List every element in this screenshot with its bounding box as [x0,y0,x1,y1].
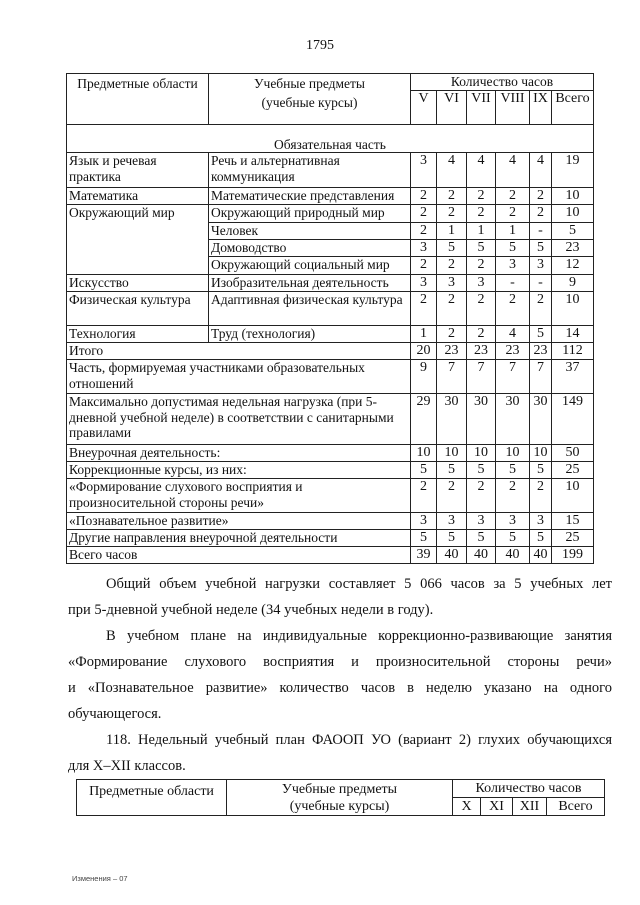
hours-cell: 5 [411,530,437,547]
hours-cell: 5 [467,462,496,479]
hours-cell: 2 [411,223,437,240]
t2-header-grade: XII [513,798,547,816]
hours-cell: 3 [496,513,530,530]
table-row [67,513,594,530]
table-row [67,223,594,240]
hours-cell: 10 [437,445,467,462]
hours-cell: 3 [411,275,437,292]
hours-cell: 5 [530,326,552,343]
header-subjects-line1: Учебные предметы [253,76,366,91]
hours-cell: 23 [467,343,496,360]
hours-cell: 7 [496,360,530,394]
hours-cell: 23 [530,343,552,360]
hours-cell: 5 [437,240,467,257]
summary-rows [67,343,594,564]
hours-cell: 2 [467,205,496,223]
hours-cell: 2 [437,188,467,205]
page-number: 1795 [306,38,334,53]
t2-header-grade: X [453,798,481,816]
hours-cell: 3 [467,513,496,530]
hours-cell: 3 [411,240,437,257]
hours-cell: 3 [496,257,530,275]
paragraph-line: для X–XII классов. [68,758,186,774]
hours-cell: 3 [411,153,437,188]
total-hours-cell: 9 [552,275,594,292]
hours-cell: 2 [496,205,530,223]
table-row [67,292,594,326]
hours-cell: 10 [530,445,552,462]
hours-cell: 2 [411,479,437,513]
hours-cell: 2 [437,292,467,326]
hours-cell: 1 [411,326,437,343]
total-hours-cell: 19 [552,153,594,188]
paragraph-line: и «Познавательное развитие» количество часов в неделю указано на одного [68,680,612,696]
hours-cell: 2 [437,257,467,275]
total-hours-cell: 25 [552,530,594,547]
subject-cell: Труд (технология) [209,326,411,343]
table-row [67,153,594,188]
total-hours-cell: 149 [552,394,594,445]
hours-cell: 23 [437,343,467,360]
paragraph-line: В учебном плане на индивидуальные коррекционно-развивающие занятия [106,628,612,644]
hours-cell: 4 [467,153,496,188]
table-row [67,205,594,223]
hours-cell: 1 [496,223,530,240]
header-subjects [209,74,411,125]
total-hours-cell: 50 [552,445,594,462]
hours-cell: 10 [411,445,437,462]
hours-cell: 10 [467,445,496,462]
subject-cell: Адаптивная физическая культура [209,292,411,326]
summary-label-cell: Максимально допустимая недельная нагрузка (при 5-дневной учебной неделе) в соответствии с санитарными правилами [67,394,411,445]
subject-cell: Окружающий природный мир [209,205,411,223]
total-hours-cell: 15 [552,513,594,530]
summary-label-cell: Внеурочная деятельность: [67,445,411,462]
curriculum-table-x-xii [76,779,605,816]
header-grade-total: Всего [552,91,594,125]
hours-cell: 7 [437,360,467,394]
subject-area-cell: Язык и речевая практика [67,153,209,188]
table-row [67,445,594,462]
paragraph-line: обучающегося. [68,706,162,722]
hours-cell: 5 [437,462,467,479]
subject-cell: Изобразительная деятельность [209,275,411,292]
t2-header-subjects [227,780,453,816]
table-row [67,343,594,360]
hours-cell: 1 [437,223,467,240]
hours-cell: 5 [530,240,552,257]
hours-cell: 40 [530,547,552,564]
hours-cell: 30 [467,394,496,445]
hours-cell: 4 [530,153,552,188]
hours-cell: 2 [411,292,437,326]
header-subject-areas: Предметные области [67,74,209,125]
subject-area-cell [67,240,209,257]
t2-header-grade: XI [481,798,513,816]
summary-label-cell: «Формирование слухового восприятия и произносительной стороны речи» [67,479,411,513]
total-hours-cell: 10 [552,188,594,205]
summary-label-cell: «Познавательное развитие» [67,513,411,530]
total-hours-cell: 112 [552,343,594,360]
hours-cell: 2 [530,205,552,223]
summary-label-cell: Коррекционные курсы, из них: [67,462,411,479]
hours-cell: 2 [411,205,437,223]
hours-cell: 3 [437,275,467,292]
hours-cell: 5 [411,462,437,479]
total-hours-cell: 12 [552,257,594,275]
mandatory-section-heading: Обязательная часть [67,137,594,153]
hours-cell: 2 [467,292,496,326]
hours-cell: 5 [437,530,467,547]
header-grade: VII [467,91,496,125]
t2-header-hours: Количество часов [453,780,605,798]
subject-area-cell: Окружающий мир [67,205,209,223]
subject-cell: Математические представления [209,188,411,205]
hours-cell: - [496,275,530,292]
hours-cell: 3 [530,513,552,530]
hours-cell: 3 [467,275,496,292]
hours-cell: 2 [496,479,530,513]
spacer-row [67,125,594,137]
subject-cell: Домоводство [209,240,411,257]
hours-cell: 5 [496,462,530,479]
hours-cell: 5 [467,530,496,547]
header-grade: VI [437,91,467,125]
hours-cell: 9 [411,360,437,394]
hours-cell: 4 [496,153,530,188]
subject-rows [67,153,594,343]
total-hours-cell: 25 [552,462,594,479]
subject-area-cell: Технология [67,326,209,343]
header-grade: V [411,91,437,125]
hours-cell: 23 [496,343,530,360]
hours-cell: 40 [437,547,467,564]
hours-cell: 2 [411,257,437,275]
table-row [67,326,594,343]
summary-label-cell: Часть, формируемая участниками образовательных отношений [67,360,411,394]
subject-area-cell: Математика [67,188,209,205]
hours-cell: 30 [530,394,552,445]
total-hours-cell: 37 [552,360,594,394]
hours-cell: 2 [467,188,496,205]
subject-cell: Речь и альтернативная коммуникация [209,153,411,188]
hours-cell: 5 [530,530,552,547]
hours-cell: 10 [496,445,530,462]
summary-label-cell: Другие направления внеурочной деятельности [67,530,411,547]
total-hours-cell: 23 [552,240,594,257]
table-row [67,275,594,292]
hours-cell: 2 [437,479,467,513]
hours-cell: 1 [467,223,496,240]
total-hours-cell: 10 [552,479,594,513]
paragraph-correction-classes [68,623,612,727]
header-grade: IX [530,91,552,125]
t2-header-subjects-line2: (учебные курсы) [289,798,390,814]
hours-cell: 7 [530,360,552,394]
table-row [67,547,594,564]
hours-cell: 2 [467,257,496,275]
hours-cell: 3 [411,513,437,530]
subject-cell: Человек [209,223,411,240]
hours-cell: 2 [496,292,530,326]
hours-cell: 2 [530,479,552,513]
hours-cell: 30 [437,394,467,445]
table-row [67,240,594,257]
hours-cell: 2 [496,188,530,205]
paragraph-line: 118. Недельный учебный план ФАООП УО (вариант 2) глухих обучающихся [106,732,612,748]
hours-cell: 2 [437,205,467,223]
hours-cell: 2 [437,326,467,343]
paragraph-line: «Формирование слухового восприятия и произносительной стороны речи» [68,654,612,670]
hours-cell: 2 [467,326,496,343]
hours-cell: 5 [467,240,496,257]
header-hours: Количество часов [411,74,594,91]
table-row [67,188,594,205]
footer-revision-note: Изменения – 07 [72,874,128,883]
header-grade: VIII [496,91,530,125]
t2-header-subject-areas: Предметные области [77,780,227,816]
summary-label-cell: Итого [67,343,411,360]
subject-area-cell: Искусство [67,275,209,292]
curriculum-table-v-ix [66,73,594,564]
total-hours-cell: 5 [552,223,594,240]
total-hours-cell: 199 [552,547,594,564]
total-hours-cell: 10 [552,292,594,326]
hours-cell: 4 [496,326,530,343]
table-row [67,530,594,547]
table-row [67,360,594,394]
hours-cell: - [530,275,552,292]
hours-cell: 7 [467,360,496,394]
hours-cell: 5 [530,462,552,479]
hours-cell: 3 [530,257,552,275]
total-hours-cell: 14 [552,326,594,343]
hours-cell: 4 [437,153,467,188]
table-row [67,479,594,513]
hours-cell: 5 [496,530,530,547]
hours-cell: 20 [411,343,437,360]
summary-label-cell: Всего часов [67,547,411,564]
hours-cell: 30 [496,394,530,445]
hours-cell: 2 [530,188,552,205]
hours-cell: 39 [411,547,437,564]
table-row [67,394,594,445]
paragraph-line: при 5-дневной учебной неделе (34 учебных недели в году). [68,602,434,618]
hours-cell: 2 [467,479,496,513]
paragraph-section-118 [68,727,612,779]
table-row [67,462,594,479]
subject-area-cell [67,223,209,240]
hours-cell: 2 [411,188,437,205]
header-subjects-line2: (учебные курсы) [261,94,358,110]
subject-cell: Окружающий социальный мир [209,257,411,275]
hours-cell: - [530,223,552,240]
table-row [67,257,594,275]
t2-header-subjects-line1: Учебные предметы [281,781,398,797]
hours-cell: 3 [437,513,467,530]
hours-cell: 5 [496,240,530,257]
total-hours-cell: 10 [552,205,594,223]
subject-area-cell [67,257,209,275]
t2-header-grade-total: Всего [547,798,605,816]
hours-cell: 2 [530,292,552,326]
paragraph-total-load [68,571,612,623]
paragraph-line: Общий объем учебной нагрузки составляет 5 066 часов за 5 учебных лет [106,576,612,592]
hours-cell: 40 [467,547,496,564]
hours-cell: 29 [411,394,437,445]
hours-cell: 40 [496,547,530,564]
subject-area-cell: Физическая культура [67,292,209,326]
